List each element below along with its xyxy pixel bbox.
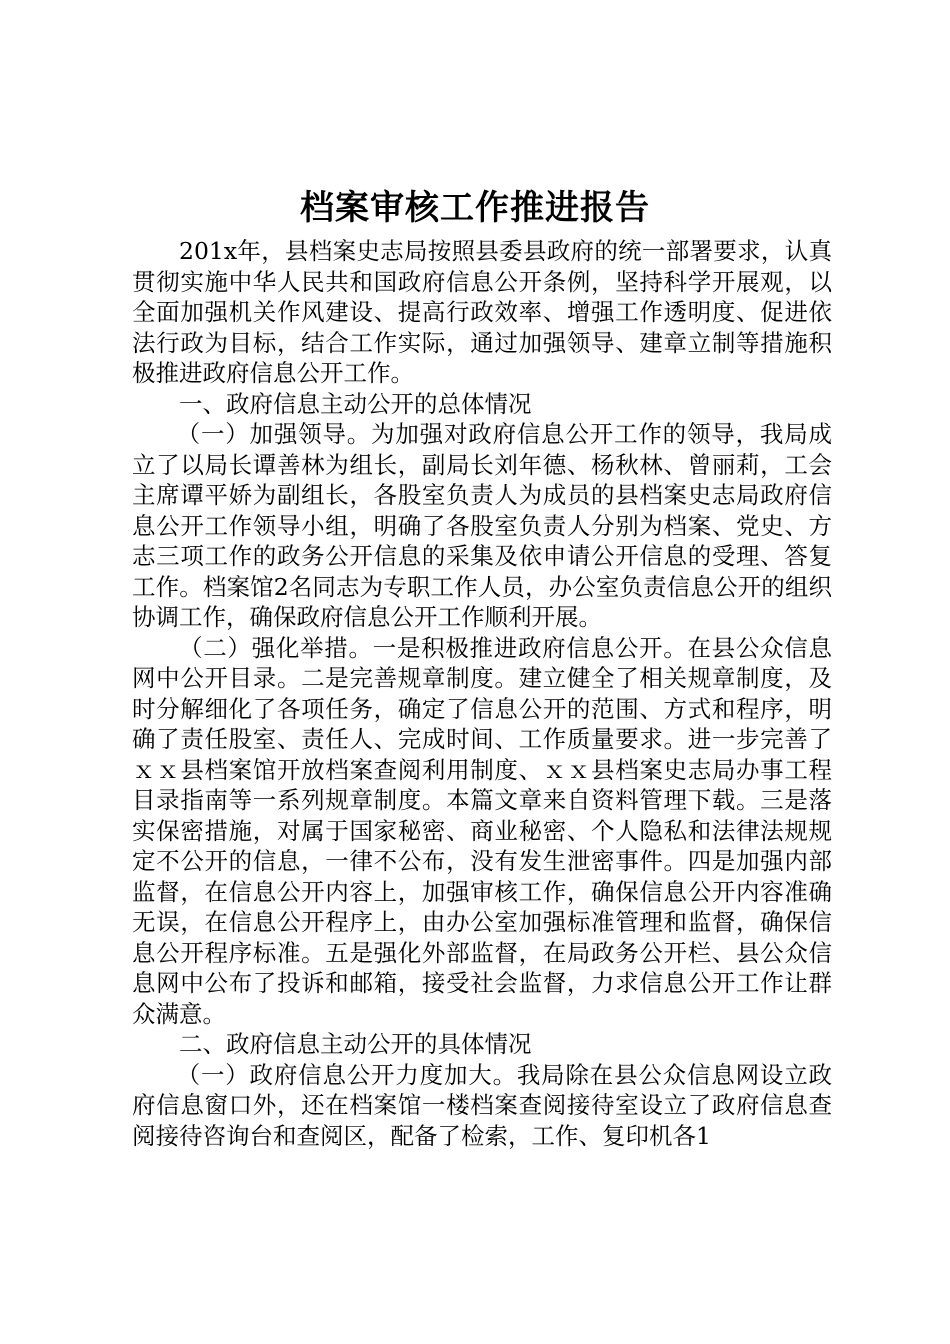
document-body <box>132 236 832 1151</box>
section-heading-2: 二、政府信息主动公开的具体情况 <box>179 1030 532 1058</box>
document-title: 档案审核工作推进报告 <box>300 188 650 228</box>
paragraph-leadership: （一）加强领导。为加强对政府信息公开工作的领导，我局成立了以局长谭善林为组长，副局长刘年德、杨秋林、曾丽莉，工会主席谭平娇为副组长，各股室负责人为成员的县档案史志局政府信息公开工作领导小组，明确了各股室负责人分别为档案、党史、方志三项工作的政务公开信息的采集及依申请公开信息的受理、答复工作。档案馆2名同志为专职工作人员，办公室负责信息公开的组织协调工作，确保政府信息公开工作顺利开展。 <box>132 420 832 631</box>
paragraph-disclosure: （一）政府信息公开力度加大。我局除在县公众信息网设立政府信息窗口外，还在档案馆一楼档案查阅接待室设立了政府信息查阅接待咨询台和查阅区，配备了检索，工作、复印机各1 <box>132 1060 832 1150</box>
section-heading-1: 一、政府信息主动公开的总体情况 <box>179 389 532 418</box>
paragraph-intro: 201x年，县档案史志局按照县委县政府的统一部署要求，认真贯彻实施中华人民共和国政府信息公开条例，坚持科学开展观，以全面加强机关作风建设、提高行政效率、增强工作透明度、促进依法行政为目标，结合工作实际，通过加强领导、建章立制等措施积极推进政府信息公开工作。 <box>132 237 832 387</box>
paragraph-measures: （二）强化举措。一是积极推进政府信息公开。在县公众信息网中公开目录。二是完善规章制度。建立健全了相关规章制度，及时分解细化了各项任务，确定了信息公开的范围、方式和程序，明确了责任股室、责任人、完成时间、工作质量要求。进一步完善了ｘｘ县档案馆开放档案查阅利用制度、ｘｘ县档案史志局办事工程目录指南等一系列规章制度。本篇文章来自资料管理下载。三是落实保密措施，对属于国家秘密、商业秘密、个人隐私和法律法规规定不公开的信息，一律不公布，没有发生泄密事件。四是加强内部监督，在信息公开内容上，加强审核工作，确保信息公开内容准确无误，在信息公开程序上，由办公室加强标准管理和监督，确保信息公开程序标准。五是强化外部监督，在局政务公开栏、县公众信息网中公布了投诉和邮箱，接受社会监督，力求信息公开工作让群众满意。 <box>132 633 832 1028</box>
